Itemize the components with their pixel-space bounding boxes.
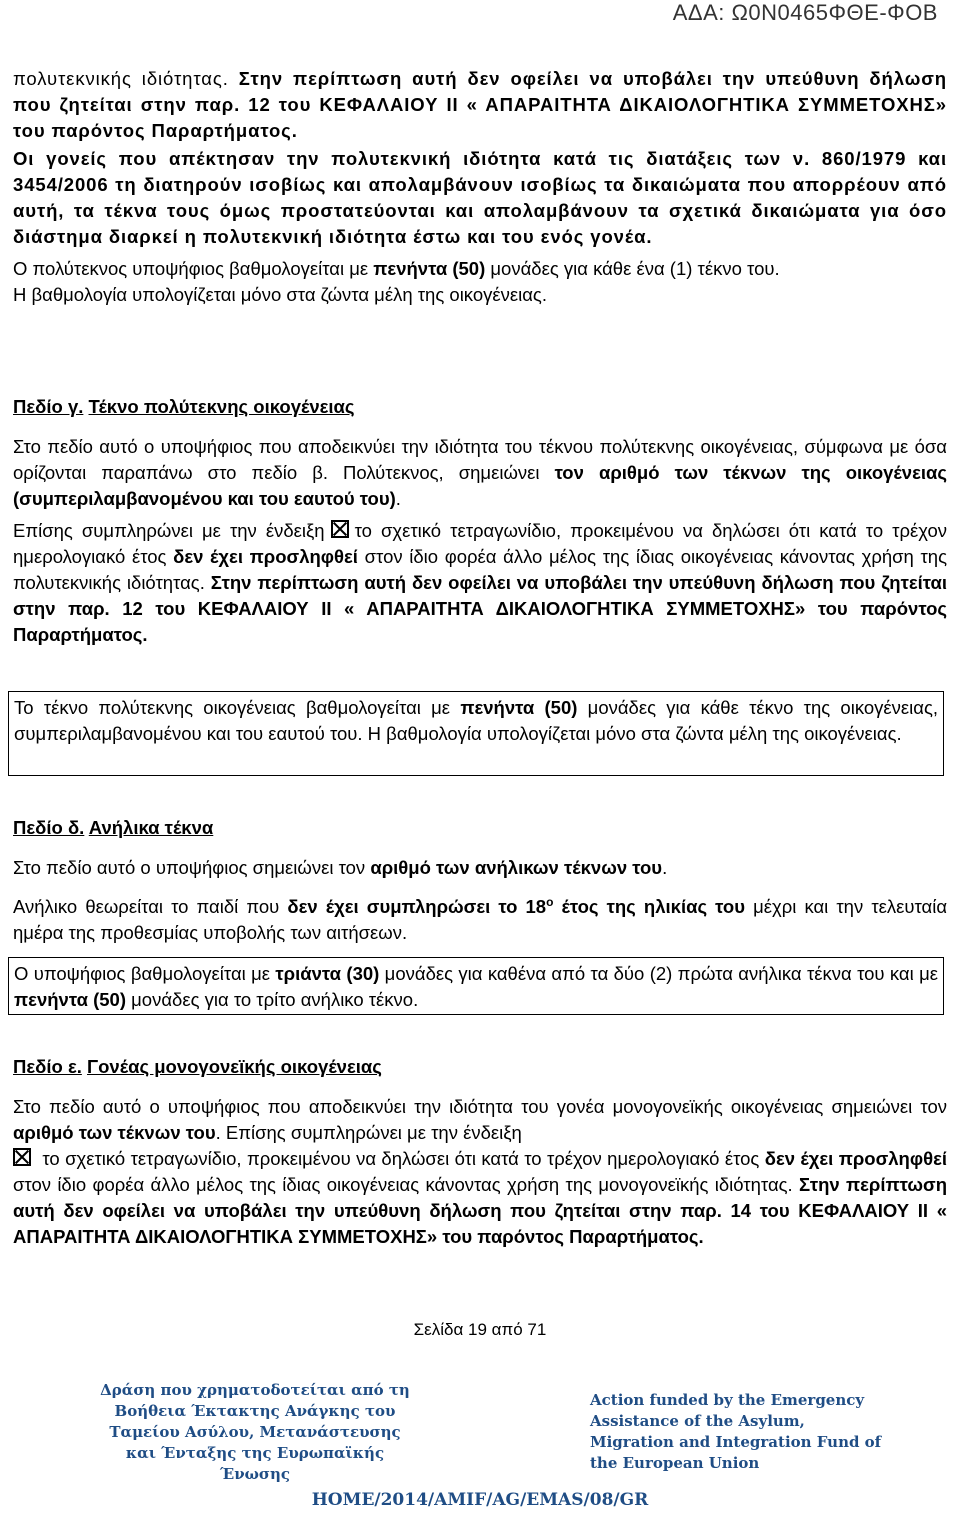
field-c-paragraph-1: Στο πεδίο αυτό ο υποψήφιος που αποδεικνύει την ιδιότητα του τέκνου πολύτεκνης οικογένειας, σύμφωνα με όσα ορίζονται παραπάνω στο πεδίο β. Πολύτεκνος, σημειώνει τον αριθμό των τέκνων της οικογένειας (συμπεριλαμβανομένου και του εαυτού του). [13,436,947,509]
field-d-heading: Πεδίο δ. Ανήλικα τέκνα [13,817,214,838]
grant-reference: HOME/2014/AMIF/AG/EMAS/08/GR [311,1490,649,1510]
field-e-paragraph: Στο πεδίο αυτό ο υποψήφιος που αποδεικνύει την ιδιότητα του γονέα μονογονεϊκής οικογένειας σημειώνει τον αριθμό των τέκνων του. Επίσης συμπληρώνει με την ένδειξη το σχετικό τετραγωνίδιο, προκειμένου να δηλώσει ότι κατά το τρέχον ημερολογιακό έτος δεν έχει προσληφθεί στον ίδιο φορέα άλλο μέλος της ίδιας οικογένειας κάνοντας χρήση της μονογονεϊκής ιδιότητας. Στην περίπτωση αυτή δεν οφείλει να υποβάλει την υπεύθυνη δήλωση που ζητείται στην παρ. 14 του ΚΕΦΑΛΑΙΟΥ ΙΙ « ΑΠΑΡΑΙΤΗΤΑ ΔΙΚΑΙΟΛΟΓΗΤΙΚΑ ΣΥΜΜΕΤΟΧΗΣ» του παρόντος Παραρτήματος. [13,1096,948,1247]
ada-code: ΑΔΑ: Ω0Ν0465ΦΘΕ-ΦΟΒ [672,0,938,25]
field-c-paragraph-2: Επίσης συμπληρώνει με την ένδειξη το σχετικό τετραγωνίδιο, προκειμένου να δηλώσει ότι κατά το τρέχον ημερολογιακό έτος δεν έχει προσληφθεί στον ίδιο φορέα άλλο μέλος της ίδιας οικογένειας κάνοντας χρήση της πολυτεκνικής ιδιότητας. Στην περίπτωση αυτή δεν οφείλει να υποβάλει την υπεύθυνη δήλωση που ζητείται στην παρ. 12 του ΚΕΦΑΛΑΙΟΥ ΙΙ « ΑΠΑΡΑΙΤΗΤΑ ΔΙΚΑΙΟΛΟΓΗΤΙΚΑ ΣΥΜΜΕΤΟΧΗΣ» του παρόντος Παραρτήματος. [13,520,948,645]
continuation-paragraph: πολυτεκνικής ιδιότητας. Στην περίπτωση αυτή δεν οφείλει να υποβάλει την υπεύθυνη δήλωση που ζητείται στην παρ. 12 του ΚΕΦΑΛΑΙΟΥ ΙΙ « ΑΠΑΡΑΙΤΗΤΑ ΔΙΚΑΙΟΛΟΓΗΤΙΚΑ ΣΥΜΜΕΤΟΧΗΣ» του παρόντος Παραρτήματος. [13,68,947,141]
top-continuation [13,66,947,308]
checked-box-icon [13,1148,31,1166]
score-paragraph: Ο πολύτεκνος υποψήφιος βαθμολογείται με πενήντα (50) μονάδες για κάθε ένα (1) τέκνο του. Η βαθμολογία υπολογίζεται μόνο στα ζώντα μέλη της οικογένειας. [13,258,780,305]
field-d-paragraph-1: Στο πεδίο αυτό ο υποψήφιος σημειώνει τον αριθμό των ανήλικων τέκνων του. [13,857,668,878]
page-number: Σελίδα 19 από 71 [413,1320,547,1339]
funding-note-english: Action funded by the Emergency Assistance of the Asylum, Migration and Integration Fund of the European Union [590,1391,882,1472]
funding-note-greek: Δράση που χρηματοδοτείται από τη Βοήθεια Έκτακτης Ανάγκης του Ταμείου Ασύλου, Μετανάστευσης και Ένταξης της Ευρωπαϊκής Ένωσης [100,1381,410,1483]
checked-box-icon [331,520,349,538]
field-c-section [13,394,947,648]
parents-paragraph: Οι γονείς που απέκτησαν την πολυτεκνική ιδιότητα κατά τις διατάξεις των ν. 860/1979 και 3454/2006 τη διατηρούν ισοβίως και απολαμβάνουν ισοβίως τα δικαιώματα που απορρέουν από αυτή, τα τέκνα τους όμως προστατεύονται και απολαμβάνουν τα σχετικά δικαιώματα για όσο διάστημα διαρκεί η πολυτεκνική ιδιότητα έστω και του ενός γονέα. [13,148,947,247]
field-c-score-text: Το τέκνο πολύτεκνης οικογένειας βαθμολογείται με πενήντα (50) μονάδες για κάθε τέκνο της οικογένειας, συμπεριλαμβανομένου και του εαυτού του. Η βαθμολογία υπολογίζεται μόνο στα ζώντα μέλη της οικογένειας. [14,697,938,744]
field-c-heading: Πεδίο γ. Τέκνο πολύτεκνης οικογένειας [13,396,355,417]
field-e-heading: Πεδίο ε. Γονέας μονογονεϊκής οικογένειας [13,1056,382,1077]
field-e-section [13,1054,947,1250]
field-d-score-text: Ο υποψήφιος βαθμολογείται με τριάντα (30) μονάδες για καθένα από τα δύο (2) πρώτα ανήλικα τέκνα του και με πενήντα (50) μονάδες για το τρίτο ανήλικο τέκνο. [14,963,938,1010]
field-d-paragraph-2: Ανήλικο θεωρείται το παιδί που δεν έχει συμπληρώσει το $18^o$ έτος της ηλικίας του μέχρι και την τελευταία ημέρα της προθεσμίας υποβολής των αιτήσεων. [13,895,948,944]
field-d-score-box [8,957,944,1015]
field-c-score-box [8,691,944,776]
field-d-section [13,815,947,946]
